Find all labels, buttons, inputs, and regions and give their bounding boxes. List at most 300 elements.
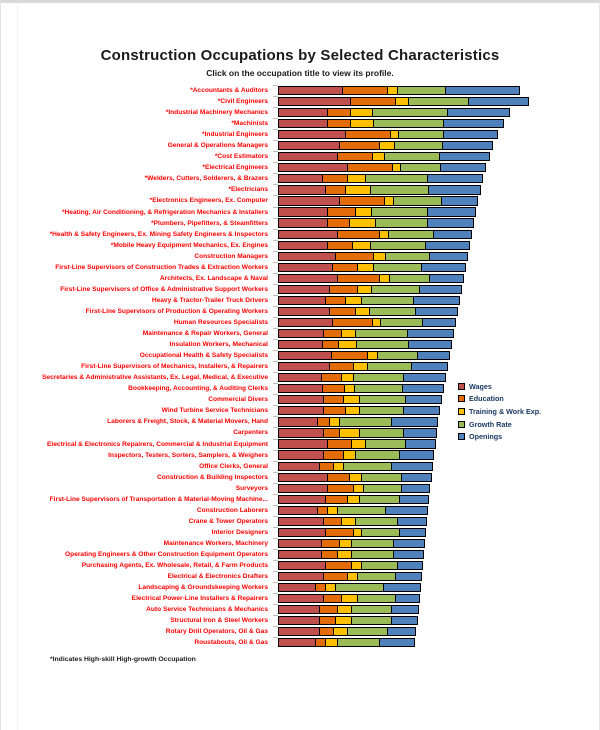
bar-segment-training-work-exp [330,417,340,426]
stacked-bar [278,207,476,216]
bar-segment-education [351,97,396,106]
bar-segment-training-work-exp [391,130,399,139]
bar-segment-education [320,616,336,625]
occupation-label[interactable]: First-Line Supervisors of Transportation & Material-Moving Machine... [49,495,268,503]
bar-segment-openings [416,307,458,316]
bar-segment-wages [278,252,336,261]
bar-segment-wages [278,163,348,172]
bar-segment-openings [412,362,448,371]
bar-segment-growth-rate [358,594,396,603]
bar-segment-wages [278,196,340,205]
stacked-bar [278,428,437,437]
legend-item [458,430,541,443]
legend-label: Education [469,394,504,404]
bar-segment-training-work-exp [351,108,373,117]
bar-row [1,450,600,461]
chart-title: Construction Occupations by Selected Characteristics [100,47,500,64]
bar-row [1,284,600,295]
bar-segment-openings [428,218,474,227]
bar-segment-training-work-exp [354,528,362,537]
bar-row [1,240,600,251]
bar-segment-wages [278,439,328,448]
bar-segment-growth-rate [394,196,442,205]
bar-segment-training-work-exp [385,196,394,205]
bar-segment-education [320,605,338,614]
occupation-label[interactable]: Inspectors, Testers, Sorters, Samplers, & Weighers [108,451,268,459]
bar-segment-wages [278,550,322,559]
bar-segment-growth-rate [366,174,428,183]
bar-segment-wages [278,627,320,636]
occupation-label[interactable]: Auto Service Technicians & Mechanics [146,606,268,614]
bar-segment-openings [443,141,493,150]
occupation-label[interactable]: Structural Iron & Steel Workers [170,617,268,625]
occupation-label[interactable]: Landscaping & Groundskeeping Workers [138,584,268,592]
bar-segment-education [336,252,374,261]
bar-segment-openings [400,495,429,504]
occupation-label[interactable]: Electrical & Electronics Repairers, Commercial & Industrial Equipment [47,440,268,448]
occupation-label[interactable]: *Welders, Cutters, Solderers, & Brazers [144,175,268,183]
bar-segment-training-work-exp [342,594,358,603]
occupation-label[interactable]: Laborers & Freight, Stock, & Material Movers, Hand [107,418,268,426]
bar-segment-growth-rate [338,506,386,515]
bar-segment-wages [278,263,333,272]
bar-segment-wages [278,616,320,625]
bar-segment-training-work-exp [352,439,366,448]
legend-item [458,405,541,418]
bar-row [1,229,600,240]
bar-segment-growth-rate [372,285,420,294]
bar-row [1,207,600,218]
occupation-label[interactable]: Secretaries & Administrative Assistants, Ex. Legal, Medical, & Executive [42,374,268,382]
bar-segment-growth-rate [364,484,402,493]
stacked-bar [278,395,442,404]
chart-legend [458,380,541,443]
bar-segment-wages [278,583,316,592]
occupation-label[interactable]: Occupational Health & Safety Specialists [139,352,268,360]
stacked-bar [278,362,448,371]
bar-segment-education [324,395,344,404]
bar-segment-wages [278,506,318,515]
occupation-label[interactable]: Construction Managers [194,252,268,260]
stacked-bar [278,185,481,194]
stacked-bar [278,439,436,448]
bar-segment-growth-rate [352,616,392,625]
bar-segment-growth-rate [352,605,392,614]
bar-row [1,251,600,262]
bar-segment-training-work-exp [396,97,409,106]
bar-segment-openings [409,340,452,349]
bar-segment-training-work-exp [348,174,366,183]
bar-segment-education [340,141,380,150]
stacked-bar [278,252,468,261]
bar-segment-training-work-exp [348,572,358,581]
bar-segment-wages [278,594,324,603]
bar-segment-training-work-exp [350,218,376,227]
bar-segment-openings [394,539,425,548]
bar-segment-growth-rate [371,241,426,250]
legend-swatch-training-work-exp [458,408,465,415]
occupation-label[interactable]: First-Line Supervisors of Office & Administrative Support Workers [60,285,268,293]
bar-segment-education [316,638,326,647]
stacked-bar [278,108,510,117]
bar-segment-growth-rate [409,97,469,106]
stacked-bar [278,373,446,382]
bar-segment-wages [278,428,324,437]
occupation-label[interactable]: Surveyors [235,484,268,492]
bar-segment-growth-rate [362,528,400,537]
bar-segment-training-work-exp [358,285,372,294]
stacked-bar [278,528,426,537]
occupation-label[interactable]: *Industrial Machinery Mechanics [165,109,268,117]
bar-row [1,328,600,339]
occupation-label[interactable]: *Mobile Heavy Equipment Mechanics, Ex. Engines [110,241,268,249]
bar-segment-education [328,119,351,128]
occupation-label[interactable]: *Machinists [231,120,268,128]
occupation-label[interactable]: Maintenance Workers, Machinery [163,539,268,547]
bar-segment-wages [278,572,324,581]
occupation-label[interactable]: *Cost Estimators [214,153,268,161]
bar-row [1,317,600,328]
bar-segment-openings [380,638,415,647]
bar-segment-openings [448,108,510,117]
stacked-bar [278,450,434,459]
bar-segment-education [316,583,326,592]
bar-segment-wages [278,373,322,382]
occupation-label[interactable]: Bookkeeping, Accounting, & Auditing Clerks [128,385,268,393]
bar-segment-wages [278,207,328,216]
bar-segment-wages [278,384,323,393]
bar-segment-openings [398,517,427,526]
bar-segment-training-work-exp [346,185,371,194]
bar-row [1,151,600,162]
bar-segment-training-work-exp [380,230,389,239]
stacked-bar [278,340,452,349]
bar-segment-education [338,274,380,283]
occupation-label[interactable]: Human Resources Specialists [173,319,268,326]
bar-segment-wages [278,307,330,316]
stacked-bar-chart [1,85,600,648]
bar-segment-training-work-exp [351,119,374,128]
stacked-bar [278,638,415,647]
bar-segment-openings [392,462,433,471]
bar-segment-training-work-exp [326,583,336,592]
occupation-label[interactable]: Office Clerks, General [199,462,268,470]
bar-segment-wages [278,605,320,614]
occupation-label[interactable]: Commercial Divers [208,396,268,404]
bar-segment-growth-rate [366,439,406,448]
stacked-bar [278,130,498,139]
stacked-bar [278,274,464,283]
bar-segment-openings [396,572,422,581]
occupation-label[interactable]: Purchasing Agents, Ex. Wholesale, Retail, & Farm Products [81,562,268,570]
bar-segment-openings [422,263,466,272]
bar-row [1,538,600,549]
bar-row [1,560,600,571]
bar-row [1,96,600,107]
bar-segment-openings [442,196,478,205]
occupation-label[interactable]: Carpenters [233,429,268,437]
bar-segment-training-work-exp [342,329,356,338]
stacked-bar [278,572,422,581]
bar-segment-openings [400,528,426,537]
bar-segment-growth-rate [358,572,396,581]
legend-item [458,380,541,393]
bar-segment-training-work-exp [344,395,360,404]
bar-segment-training-work-exp [346,406,360,415]
occupation-label[interactable]: *Accountants & Auditors [190,87,268,95]
bar-row [1,129,600,140]
bar-segment-wages [278,318,333,327]
bar-segment-training-work-exp [340,428,360,437]
occupation-label[interactable]: *Electrical Engineers [202,164,268,172]
bar-segment-wages [278,539,322,548]
stacked-bar [278,296,460,305]
bar-segment-training-work-exp [353,241,371,250]
bar-row [1,593,600,604]
occupation-label[interactable]: *Electricians [228,186,268,194]
bar-segment-openings [418,351,450,360]
bar-segment-growth-rate [362,561,398,570]
chart-footnote: *Indicates High-skill High-growth Occupation [50,656,196,663]
bar-segment-training-work-exp [356,207,372,216]
stacked-bar [278,561,423,570]
bar-segment-openings [446,86,520,95]
bar-segment-education [324,572,348,581]
bar-segment-wages [278,462,320,471]
bar-segment-openings [434,230,472,239]
bar-segment-wages [278,495,326,504]
stacked-bar [278,241,470,250]
legend-label: Wages [469,381,492,391]
bar-segment-growth-rate [354,373,404,382]
occupation-label[interactable]: First-Line Supervisors of Mechanics, Installers, & Repairers [81,363,268,371]
bar-segment-education [328,439,352,448]
bar-segment-growth-rate [340,417,392,426]
occupation-label[interactable]: Electrical & Electronics Drafters [167,573,268,581]
bar-segment-growth-rate [348,627,388,636]
bar-row [1,218,600,229]
bar-segment-training-work-exp [380,141,395,150]
bar-segment-education [326,561,352,570]
bar-segment-openings [406,439,436,448]
stacked-bar [278,484,430,493]
bar-segment-growth-rate [338,638,380,647]
bar-segment-training-work-exp [350,473,362,482]
bar-segment-wages [278,351,332,360]
occupation-label[interactable]: Rotary Drill Operators, Oil & Gas [165,628,268,636]
bar-segment-training-work-exp [356,307,370,316]
occupation-label[interactable]: *Plumbers, Pipefitters, & Steamfitters [151,219,268,227]
occupation-label[interactable]: Maintenance & Repair Workers, General [142,330,268,338]
bar-row [1,195,600,206]
occupation-label[interactable]: Crane & Tower Operators [188,517,268,525]
bar-segment-education [323,384,345,393]
legend-swatch-openings [458,433,465,440]
bar-segment-education [318,506,328,515]
bar-segment-growth-rate [357,340,409,349]
bar-segment-growth-rate [368,362,412,371]
stacked-bar [278,307,458,316]
bar-segment-growth-rate [399,130,444,139]
bar-segment-education [338,230,380,239]
stacked-bar [278,594,420,603]
bar-segment-wages [278,406,324,415]
bar-row [1,273,600,284]
bar-segment-education [346,130,391,139]
bar-segment-openings [400,450,434,459]
bar-segment-openings [394,550,424,559]
stacked-bar [278,285,462,294]
bar-segment-growth-rate [360,406,404,415]
bar-segment-training-work-exp [340,539,352,548]
bar-segment-openings [392,605,419,614]
bar-segment-training-work-exp [334,627,348,636]
bar-segment-openings [440,152,490,161]
bar-segment-growth-rate [344,462,392,471]
bar-segment-training-work-exp [373,318,381,327]
bar-segment-openings [441,163,486,172]
bar-row [1,615,600,626]
bar-segment-education [326,495,348,504]
bar-segment-training-work-exp [328,506,338,515]
occupation-label[interactable]: *Industrial Engineers [202,131,268,139]
bar-segment-training-work-exp [374,252,386,261]
stacked-bar [278,417,438,426]
bar-row [1,527,600,538]
bar-segment-education [328,473,350,482]
bar-segment-growth-rate [360,495,400,504]
bar-segment-growth-rate [398,86,446,95]
stacked-bar [278,141,493,150]
bar-segment-growth-rate [385,152,440,161]
bar-row [1,549,600,560]
bar-segment-training-work-exp [339,340,357,349]
bar-segment-growth-rate [355,384,403,393]
bar-segment-education [320,627,334,636]
stacked-bar [278,318,456,327]
stacked-bar [278,119,504,128]
stacked-bar [278,196,478,205]
bar-segment-wages [278,638,316,647]
bar-segment-growth-rate [352,539,394,548]
legend-label: Training & Work Exp. [469,406,542,416]
bar-segment-education [320,462,334,471]
bar-segment-education [328,108,351,117]
bar-segment-growth-rate [371,185,429,194]
bar-row [1,626,600,637]
bar-segment-openings [396,594,420,603]
bar-row [1,361,600,372]
bar-segment-training-work-exp [346,296,362,305]
stacked-bar [278,473,432,482]
occupation-label[interactable]: General & Operations Managers [167,142,268,150]
bar-segment-growth-rate [356,329,408,338]
occupation-label[interactable]: *Heating, Air Conditioning, & Refrigeration Mechanics & Installers [61,208,268,216]
bar-segment-wages [278,141,340,150]
bar-segment-wages [278,517,324,526]
occupation-label[interactable]: Architects, Ex. Landscape & Naval [159,274,268,282]
occupation-label[interactable]: Electrical Power-Line Installers & Repairers [131,595,268,603]
bar-row [1,472,600,483]
bar-segment-openings [404,406,440,415]
bar-segment-openings [384,583,421,592]
bar-segment-wages [278,417,318,426]
bar-row [1,162,600,173]
bar-segment-growth-rate [376,218,428,227]
occupation-label[interactable]: Roustabouts, Oil & Gas [194,639,268,647]
bar-segment-wages [278,561,326,570]
bar-segment-openings [469,97,529,106]
occupation-label[interactable]: Insulation Workers, Mechanical [169,341,268,349]
occupation-label[interactable]: Operating Engineers & Other Construction Equipment Operators [65,550,268,558]
chart-subtitle: Click on the occupation title to view its profile. [206,68,394,78]
stacked-bar [278,329,454,338]
stacked-bar [278,627,416,636]
bar-segment-education [348,163,393,172]
bar-segment-growth-rate [381,318,423,327]
bar-segment-education [326,528,354,537]
bar-segment-wages [278,329,324,338]
bar-segment-training-work-exp [368,351,378,360]
bar-segment-education [338,152,373,161]
bar-segment-training-work-exp [338,550,352,559]
bar-segment-wages [278,450,324,459]
bar-segment-openings [388,627,416,636]
legend-swatch-growth-rate [458,421,465,428]
occupation-label[interactable]: *Electronics Engineers, Ex. Computer [149,197,268,205]
bar-segment-education [322,373,342,382]
occupation-label[interactable]: Construction Laborers [196,506,268,514]
bar-segment-education [324,594,342,603]
stacked-bar [278,174,483,183]
bar-segment-wages [278,285,330,294]
bar-segment-openings [423,318,456,327]
bar-segment-training-work-exp [334,462,344,471]
stacked-bar [278,86,520,95]
occupation-label[interactable]: Heavy & Tractor-Trailer Truck Drivers [151,296,268,304]
bar-segment-growth-rate [401,163,441,172]
occupation-label[interactable]: First-Line Supervisors of Construction Trades & Extraction Workers [55,263,268,271]
bar-row [1,140,600,151]
bar-segment-education [322,550,338,559]
bar-segment-growth-rate [373,108,448,117]
bar-row [1,107,600,118]
bar-segment-wages [278,86,343,95]
bar-segment-openings [406,395,442,404]
bar-segment-training-work-exp [336,616,352,625]
bar-segment-wages [278,119,328,128]
bar-segment-education [333,318,373,327]
bar-segment-openings [430,274,464,283]
occupation-label[interactable]: Interior Designers [211,528,268,536]
bar-segment-wages [278,108,328,117]
occupation-label[interactable]: Wind Turbine Service Technicians [161,407,268,415]
stacked-bar [278,263,466,272]
occupation-label[interactable]: *Civil Engineers [217,98,268,106]
occupation-label[interactable]: Construction & Building Inspectors [157,473,268,481]
bar-row [1,350,600,361]
occupation-label[interactable]: *Health & Safety Engineers, Ex. Mining Safety Engineers & Inspectors [49,230,268,238]
occupation-label[interactable]: First-Line Supervisors of Production & Operating Workers [85,307,268,315]
bar-segment-education [326,185,346,194]
bar-segment-wages [278,218,328,227]
legend-swatch-education [458,395,465,402]
stacked-bar [278,506,428,515]
stacked-bar [278,163,486,172]
bar-segment-growth-rate [390,274,430,283]
bar-segment-education [324,329,342,338]
bar-segment-education [328,218,350,227]
